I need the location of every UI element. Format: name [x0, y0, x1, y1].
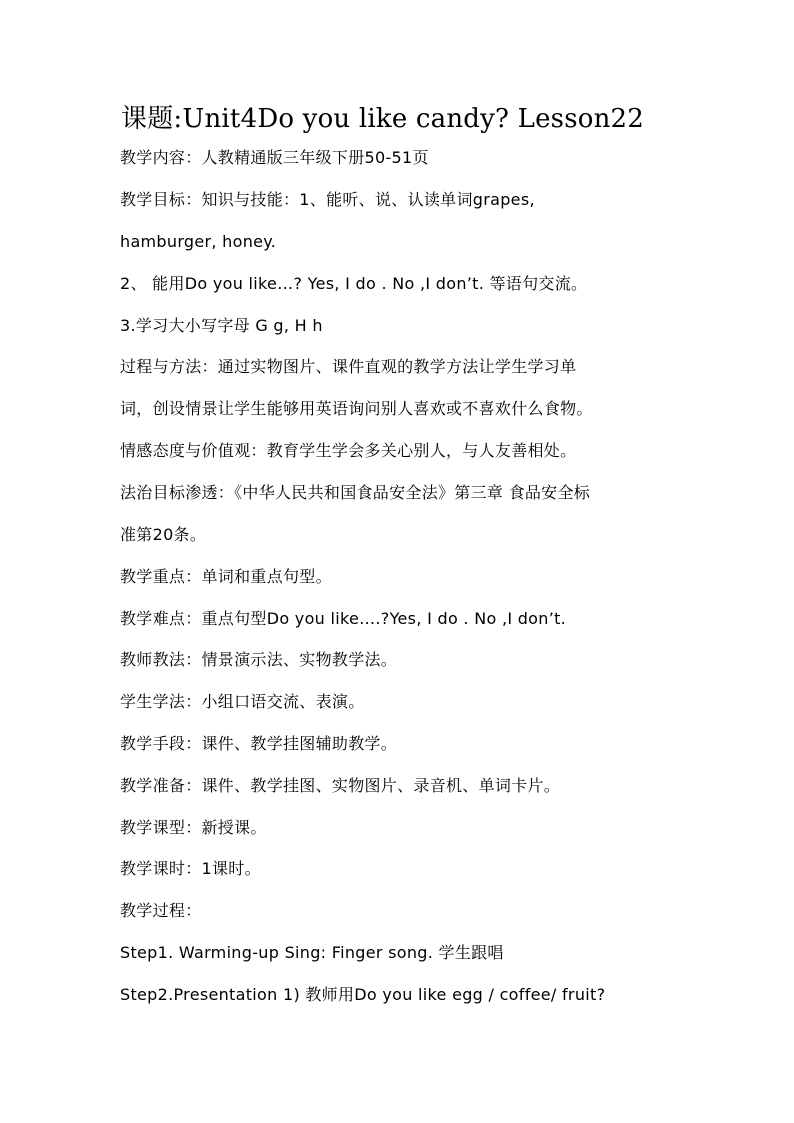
lesson-title: 课题:Unit4Do you like candy? Lesson22: [121, 104, 645, 134]
process-and-method: 过程与方法：通过实物图片、课件直观的教学方法让学生学习单: [120, 357, 577, 376]
objective-sentence-pattern: 2、 能用Do you like…? Yes, I do . No ,I don’t. 等语句交流。: [120, 274, 588, 293]
teaching-means: 教学手段：课件、教学挂图辅助教学。: [120, 734, 398, 753]
teacher-methods: 教师教法：情景演示法、实物教学法。: [120, 650, 398, 669]
teaching-objectives: 教学目标：知识与技能：1、能听、说、认读单词grapes,: [120, 190, 535, 209]
step-2-presentation: Step2.Presentation 1) 教师用Do you like egg / coffee/ fruit?: [120, 985, 606, 1004]
lesson-hours: 教学课时：1课时。: [120, 859, 261, 878]
lesson-type: 教学课型：新授课。: [120, 818, 267, 837]
key-points: 教学重点：单词和重点句型。: [120, 567, 332, 586]
student-methods: 学生学法：小组口语交流、表演。: [120, 692, 365, 711]
teaching-content: 教学内容：人教精通版三年级下册50-51页: [120, 148, 429, 167]
rule-of-law-objective: 法治目标渗透：《中华人民共和国食品安全法》第三章 食品安全标: [120, 483, 591, 502]
step-1-warming-up: Step1. Warming-up Sing: Finger song. 学生跟唱: [120, 943, 504, 962]
difficult-points: 教学难点：重点句型Do you like….?Yes, I do . No ,I don’t.: [120, 609, 567, 628]
objective-letters: 3.学习大小写字母 G g, H h: [120, 316, 323, 335]
process-and-method-continued: 词，创设情景让学生能够用英语询问别人喜欢或不喜欢什么食物。: [120, 399, 593, 418]
teaching-preparation: 教学准备：课件、教学挂图、实物图片、录音机、单词卡片。: [120, 776, 561, 795]
emotion-and-values: 情感态度与价值观：教育学生学会多关心别人，与人友善相处。: [120, 441, 577, 460]
objective-words-continued: hamburger, honey.: [120, 232, 277, 251]
rule-of-law-continued: 准第20条。: [120, 525, 207, 544]
teaching-process-heading: 教学过程：: [120, 901, 202, 920]
